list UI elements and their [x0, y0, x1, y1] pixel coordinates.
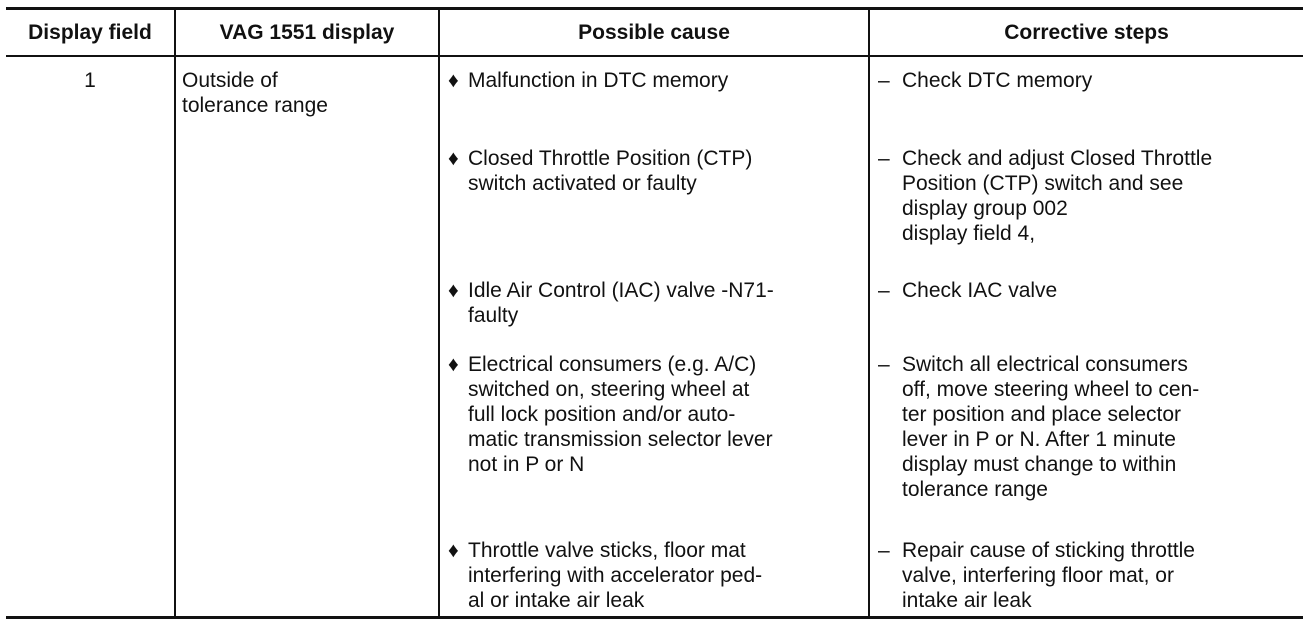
step-text: Switch all electrical consumers off, move steering wheel to cen- ter position and place selector lever in P or N. After 1 minute display must change to within tolerance range [902, 353, 1200, 501]
diamond-bullet-icon: ♦ [448, 147, 459, 170]
dash-bullet-icon: – [878, 353, 890, 376]
step-text: Repair cause of sticking throttle valve, interfering floor mat, or intake air leak [902, 539, 1195, 612]
cause-item [448, 352, 868, 477]
header-vag-display: VAG 1551 display [219, 20, 395, 44]
table-header-row [6, 10, 1303, 57]
cause-text: Idle Air Control (IAC) valve -N71- faulty [468, 279, 774, 327]
dash-bullet-icon: – [878, 147, 890, 170]
step-item [874, 538, 1299, 613]
diamond-bullet-icon: ♦ [448, 279, 459, 302]
cause-item [448, 278, 868, 328]
header-possible-cause: Possible cause [578, 20, 730, 44]
diagnostic-table [6, 7, 1303, 619]
diamond-bullet-icon: ♦ [448, 539, 459, 562]
step-text: Check IAC valve [902, 279, 1058, 302]
step-text: Check and adjust Closed Throttle Position (CTP) switch and see display group 002 display field 4, [902, 147, 1213, 245]
cause-item [448, 538, 868, 613]
vag-display-value: Outside of tolerance range [182, 69, 328, 117]
cause-text: Electrical consumers (e.g. A/C) switched on, steering wheel at full lock position and/or auto- matic transmission selector lever not in P or N [468, 353, 773, 476]
display-field-value: 1 [84, 69, 96, 92]
diamond-bullet-icon: ♦ [448, 353, 459, 376]
step-item [874, 278, 1299, 303]
header-corrective-steps: Corrective steps [1004, 20, 1169, 44]
step-item [874, 146, 1299, 246]
cause-text: Closed Throttle Position (CTP) switch activated or faulty [468, 147, 753, 195]
step-item [874, 68, 1299, 93]
dash-bullet-icon: – [878, 539, 890, 562]
cause-item [448, 68, 868, 93]
step-text: Check DTC memory [902, 69, 1093, 92]
cause-text: Throttle valve sticks, floor mat interfering with accelerator ped- al or intake air leak [468, 539, 763, 612]
diamond-bullet-icon: ♦ [448, 69, 459, 92]
cause-item [448, 146, 868, 196]
step-item [874, 352, 1299, 502]
cause-text: Malfunction in DTC memory [468, 69, 729, 92]
dash-bullet-icon: – [878, 69, 890, 92]
header-display-field: Display field [28, 20, 152, 44]
dash-bullet-icon: – [878, 279, 890, 302]
table-row [6, 57, 1303, 616]
